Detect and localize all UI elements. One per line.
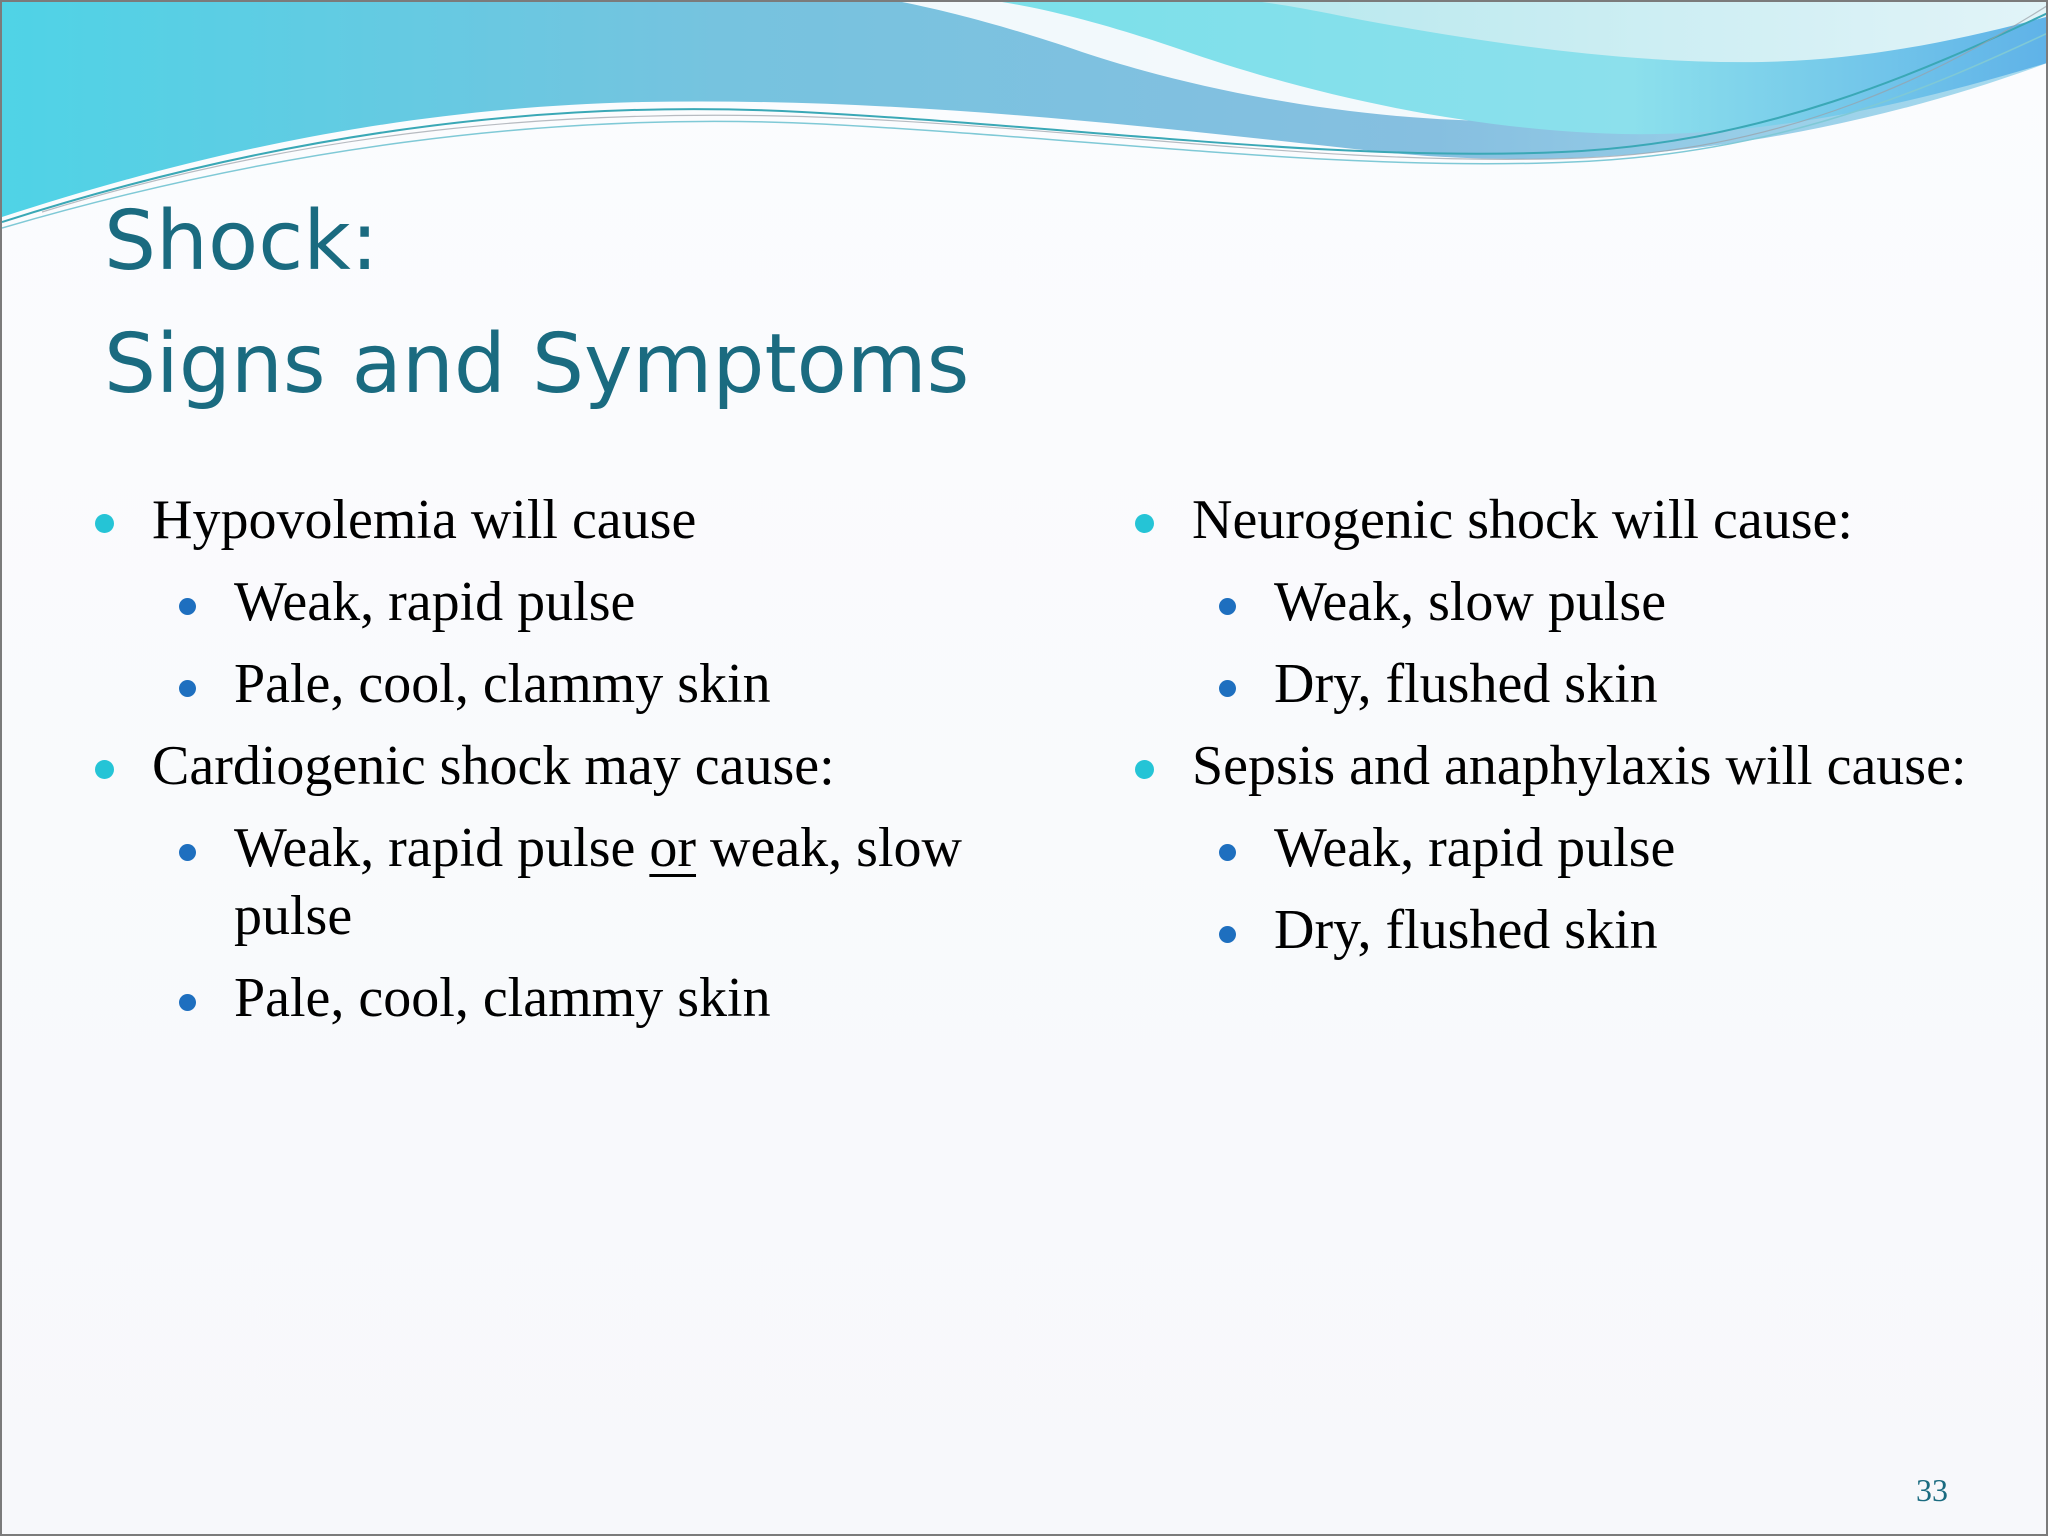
subbullet-text: Dry, flushed skin [1274,653,1658,715]
bullet-dot [95,760,114,779]
left-column [92,486,1032,1046]
subbullet-text: Weak, rapid pulse [234,571,636,633]
subbullet-hypovolemia-skin [176,650,1032,718]
bullet-hypovolemia [92,486,1032,554]
bullet-dot [1135,514,1154,533]
subbullet-dot [179,994,196,1011]
subbullet-text: Weak, rapid pulse [1274,817,1676,879]
bullet-sepsis-anaphylaxis [1132,732,2012,800]
subbullet-dot [179,680,196,697]
bullet-neurogenic [1132,486,2012,554]
bullet-text: Hypovolemia will cause [152,489,697,551]
subbullet-neurogenic-pulse [1216,568,2012,636]
subbullet-text-part: weak, slow pulse [234,817,962,947]
subbullet-text: Weak, slow pulse [1274,571,1667,633]
subbullet-dot [1219,844,1236,861]
subbullet-sepsis-skin [1216,896,2012,964]
subbullet-cardiogenic-skin [176,964,1032,1032]
right-column [1132,486,2012,978]
bullet-text: Cardiogenic shock may cause: [152,735,835,797]
bullet-text: Sepsis and anaphylaxis will cause: [1192,735,1967,797]
subbullet-cardiogenic-pulse [176,814,1032,950]
subbullet-dot [1219,926,1236,943]
bullet-dot [1135,760,1154,779]
bullet-dot [95,514,114,533]
subbullet-neurogenic-skin [1216,650,2012,718]
subbullet-dot [179,844,196,861]
subbullet-text-part: Weak, rapid pulse [234,817,650,879]
subbullet-dot [179,598,196,615]
subbullet-text: Pale, cool, clammy skin [234,653,771,715]
underlined-or: or [649,817,697,879]
subbullet-dot [1219,598,1236,615]
subbullet-text: Dry, flushed skin [1274,899,1658,961]
subbullet-text: Pale, cool, clammy skin [234,967,771,1029]
slide-title [104,180,969,426]
subbullet-dot [1219,680,1236,697]
page-number: 33 [1916,1472,1948,1508]
slide-title-line-1: Shock: [104,194,379,289]
slide-title-line-2: Signs and Symptoms [104,317,970,412]
bullet-cardiogenic [92,732,1032,800]
subbullet-hypovolemia-pulse [176,568,1032,636]
bullet-text: Neurogenic shock will cause: [1192,489,1853,551]
subbullet-sepsis-pulse [1216,814,2012,882]
